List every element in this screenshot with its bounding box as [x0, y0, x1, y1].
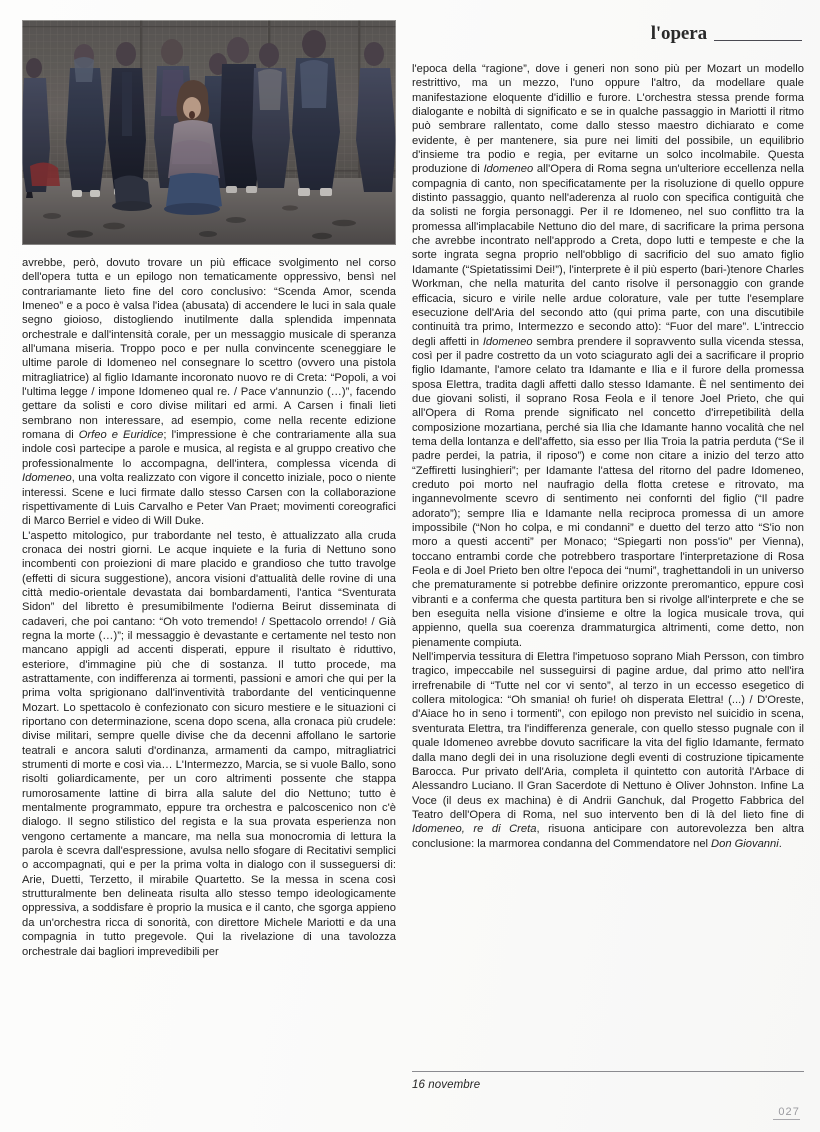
footer-rule	[412, 1071, 804, 1072]
folio-rule	[773, 1119, 800, 1120]
article-body-right-column	[412, 62, 804, 851]
masthead-rule	[714, 40, 802, 41]
dateline: 16 novembre	[412, 1079, 481, 1091]
paragraph: avrebbe, però, dovuto trovare un più efficace svolgimento nel corso dell'opera tutta e un epilogo non tematicamente oppressivo, bensì nel contrariamante lieto fine del coro conclusivo: “Scenda Amor, scenda Imeneo” e a poco è valsa l'idea (abusata) di accendere le luci in sala quale segno gioioso, distogliendo inutilmente dalla splendida impennata orchestrale e dall'intensità corale, per un messaggio musicale di speranza all'umana miseria. Troppo poco e per nulla convincente sceneggiare le ultime parole di Idomeneo nel consegnare lo scettro (ovvero una pistola mitragliatrice) al figlio Idamante incoronato nuovo re di Creta: “Popoli, a voi l'ultima legge / impone Idomeneo qual re. / Pace v'annunzio (…)”, facendo gettare da solisti e coro divise militari ed armi. A Carsen i finali lieti sembrano non interessare, ad esempio, come nella recente edizione romana di Orfeo e Euridice; l'impressione è che contrariamente alla sua indole così partecipe a parole e musica, al regista e al gruppo creativo che professionalmente lo accompagna, dell'intera, complessa vicenda di Idomeneo, una volta realizzato con vigore il concetto iniziale, poco o niente interessi. Scene e luci firmate dallo stesso Carsen con la collaborazione rispettivamente di Luis Carvalho e Peter Van Praet; movimenti coreografici di Marco Berriel e video di Will Duke.	[22, 257, 396, 528]
production-photo-graphic	[22, 20, 396, 245]
paragraph: l'epoca della “ragione”, dove i generi non sono più per Mozart un modello restrittivo, ma un mezzo, l'uno oppure l'altro, da modellare quale manifestazione eloquente d'idillio e furore. L'orchestra stessa prende forma dialogante e nobiltà di significato e se in qualche passaggio in Mariotti il ritmo può sembrare rallentato, come dallo stesso maestro dichiarato e come evidente, è per mantenere, sia pure nei limiti del possibile, un equilibrio d'insieme tra podio e regia, per evitarne un solco incolmabile. Questa produzione di Idomeneo all'Opera di Roma segna un'ulteriore eccellenza nella compagnia di canto, non specificatamente per la risoluzione di quello oppure distinto passaggio, quanto nell'aderenza al ruolo con specifica contiguità che da solisti ne forgia personaggi. Per il re Idomeneo, nel suo conflitto tra la promessa all'implacabile Nettuno dio del mare, di sacrificare la prima persona che avrebbe incontrato nell'approdo a Creta, dopo lutti e tempeste e che la sorte ingrata segna proprio nell'obbligo di sacrificio del suo amato figlio Idamante (“Spietatissimi Dei!”), l'interprete è il più esperto (bari-)tenore Charles Workman, che nella maturita del canto risolve il personaggio con grande efficacia, sicuro e virile nelle ardue colorature, vale per tutte l'esemplare esecuzione dell'Aria del secondo atto (qui prima parte, con una discutibile continuità tra primo, Intermezzo e secondo atto): “Fuor del mare”. L'intreccio degli affetti in Idomeneo sembra prendere il sopravvento sulla vicenda stessa, così per il padre costretto da un voto sciagurato agli dei a sacrificare il proprio figlio Idamante, l'amore celato tra Idamante e Ilia e il furore della promessa sposa Elettra, tradita dagli affetti dallo stesso Idamante. È nel sentimento dei due giovani solisti, il soprano Rosa Feola e il tenore Joel Prieto, che qui all'Opera di Roma prende significato nel concetto d'irrepetibilità della composizione mozartiana, perché sia Ilia che Idamante hanno vocalità che nel tema della lontanza e dell'affetto, sia esso per Ilia Troia la patria perduta (“Se il padre perdei, la patria, il riposo”) e come non citare a inizio del terzo atto “Zeffiretti lusinghieri”; per Idamante l'attesa del ritorno del padre Idomeneo, creduto poi morto nel naufragio della flotta cretese e ritrovato, ma ingannevolmente scevro di sentimento nei confornti del figlio (“Il padre adorato”); sempre Ilia e Idamante nella reciproca promessa di un amore impossibile (“Non ho colpa, e mi condanni” e duetto del terzo atto “S'io non moro a questi accenti” per Monaco; “Spiegarti non poss'io” per Vienna), toccano entrambi corde che potrebbero trasportare l'interpretazione di Rosa Feola e di Joel Prieto ben oltre l'epoca dei “numi”, traghettandoli in un universo che prematuramente si potrebbe definire orizzonte preromantico, eppure così vibranti e a conferma che questa partitura ben si rivolge all'interprete e che se ben eseguita nella visione d'insieme e oltre la logica musicale trova, qui appienno, quella sua coerenza drammaturgica altrimenti, come detto, non pienamente compiuta.	[412, 63, 805, 649]
page-number: 027	[778, 1106, 800, 1118]
page-folio	[773, 1106, 800, 1120]
paragraph: Nell'impervia tessitura di Elettra l'impetuoso soprano Miah Persson, con timbro tragico, impeccabile nel susseguirsi di pagine ardue, dal primo atto nell'ira irrefrenabile di “Tutte nel cor vi sento”, al terzo in un eccesso esegetico di collera mitologica: “Oh smania! oh furie! oh disperata Elettra! (...) / D'Oreste, d'Aiace ho in seno i tormenti”, con epilogo non previsto nel suicidio in scena, sventurata Elettra, tra l'indifferenza generale, con quello stesso pugnale con il quale Idomeneo avrebbe dovuto sacrificare la vita del figlio Idamante, fermato dalla mano degli dei in una risoluzione degli eventi di costruzione tipicamente Barocca. Pur privato dell'Aria, completa il quintetto con autorità l'Arbace di Alessandro Luciano. Il Gran Sacerdote di Nettuno è Oliver Johnston. Infine La Voce (il deus ex machina) è di Andrii Ganchuk, dal Progetto Fabbrica del Teatro dell'Opera di Roma, nel suo intervento ben di là del lieto fine di Idomeneo, re di Creta, risuona anticipare con autorevolezza ben altra conclusione: la marmorea condanna del Commendatore nel Don Giovanni.	[412, 651, 805, 850]
paragraph: L'aspetto mitologico, pur trabordante nel testo, è attualizzato alla cruda cronaca dei nostri giorni. Le acque inquiete e la furia di Nettuno sono incombenti con proiezioni di mare placido e grandioso che tutto travolge (effetti di sicura suggestione), ancora visioni d'attualità delle rovine di una città medio-orientale devastata dai bombardamenti, l'antica “Sventurata Sidon” del libretto è presumibilmente l'odierna Beirut disseminata di cadaveri, che poi cantano: “Oh voto tremendo! / Spettacolo orrendo! / Già regna la morte (…)”; il messaggio è devastante e certamente nel testo non mancano appigli ad accenti disperati, eppure il risultato è riduttivo, esteriore, d'immagine più che di sostanza. Il tutto procede, ma astrattamente, con indifferenza ai tormenti, passioni e amori che qui per la prima volta sprigionano dall'inventività trabordante del venticinquenne Mozart. Lo spettacolo è confezionato con sicuro mestiere e le situazioni ci riportano con determinazione, scena dopo scena, alla cronaca più crudele: divise militari, sempre quelle divise che da decenni affollano le sartorie teatrali e ancora saluti d'ordinanza, armamenti da campo, mitragliatrici strumenti di morte e così via… L'Intermezzo, Marcia, se si vuole Ballo, sono risolti goliardicamente, per un coro altrimenti possente che stappa rumorosamente lattine di birra alla salute del dio Nettuno; tutto è mentalmente programmato, eppure tra orchestra e palcoscenico non c'è dialogo. Il segno stilistico del regista e la sua provata esperienza non vengono certamente a mancare, ma nella sua monocromia di lettura la parola è scevra dall'espressione, avulsa nello sfogare di Recitativi semplici o accompagnati, qui e per la prima volta in dialogo con il susseguersi di: Arie, Duetti, Terzetto, il mirabile Quartetto. Se la messa in scena così strutturalmente ben delineata risulta allo stesso tempo ideologicamente oppressiva, a soddisfare è proprio la musica e il canto, che sgorga appieno da un'orchestra ricca di sonorità, con direttore Michele Mariotti e da una compagnia in tutto pregevole. Qui la rivelazione di una tavolozza orchestrale dai bagliori imprevedibili per	[22, 529, 397, 958]
masthead	[502, 24, 802, 45]
idomeneo-production-photo	[22, 20, 396, 245]
section-title: l'opera	[650, 23, 707, 44]
article-body-left-column	[22, 256, 396, 959]
